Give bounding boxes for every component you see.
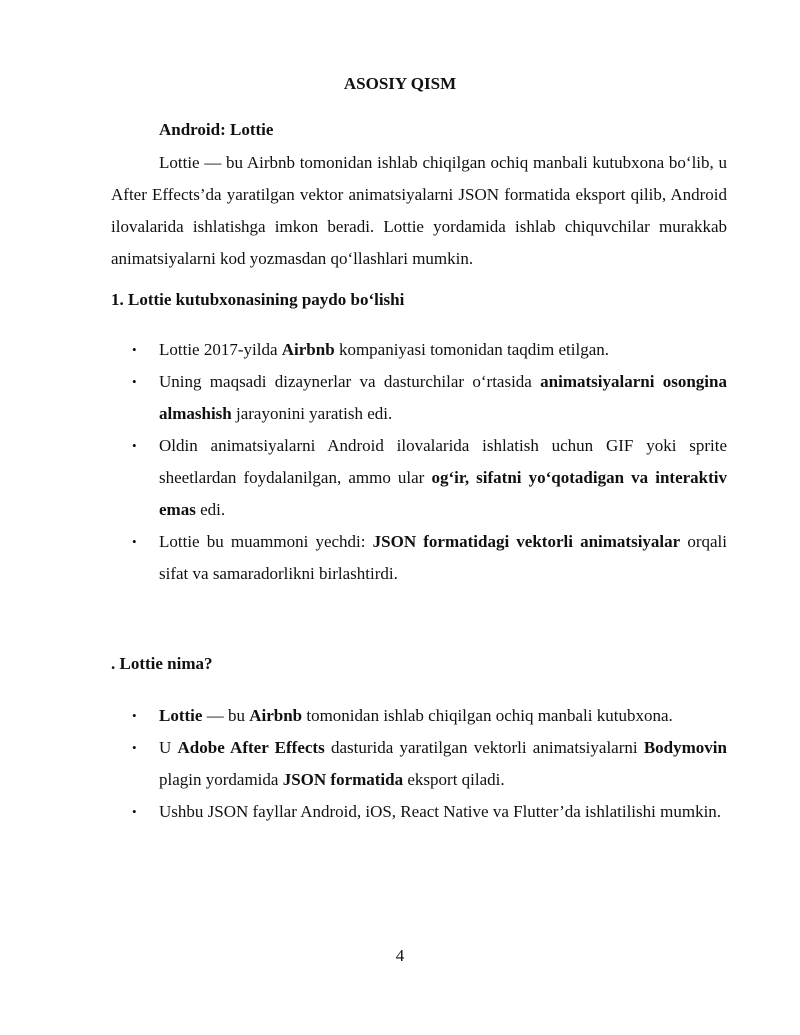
list-item: • Oldin animatsiyalarni Android ilovalarida ishlatish uchun GIF yoki sprite sheetlardan foydalanilgan, ammo ular og‘ir, sifatni yo‘qotadigan va interaktiv emas edi. <box>111 430 727 526</box>
list-item: • Lottie bu muammoni yechdi: JSON formatidagi vektorli animatsiyalar orqali sifat va samaradorlikni birlashtirdi. <box>111 526 727 590</box>
bullet-icon: • <box>132 534 137 549</box>
bullet-icon: • <box>132 374 137 389</box>
list-item: • Ushbu JSON fayllar Android, iOS, React Native va Flutter’da ishlatilishi mumkin. <box>111 796 727 828</box>
list-item: • Uning maqsadi dizaynerlar va dasturchilar o‘rtasida animatsiyalarni osongina almashish jarayonini yaratish edi. <box>111 366 727 430</box>
bullet-icon: • <box>132 438 137 453</box>
intro-paragraph: Lottie — bu Airbnb tomonidan ishlab chiqilgan ochiq manbali kutubxona bo‘lib, u After Effects’da yaratilgan vektor animatsiyalarni JSON formatida eksport qilib, Android ilovalarida ishlatishga imkon beradi. Lottie yordamida ishlab chiquvchilar murakkab animatsiyalarni kod yozmasdan qo‘llashlari mumkin. <box>111 153 727 268</box>
bullet-icon: • <box>132 740 137 755</box>
section1-list <box>111 334 727 590</box>
page-number: 4 <box>395 946 405 965</box>
bullet-icon: • <box>132 804 137 819</box>
section2-heading: . Lottie nima? <box>111 654 213 673</box>
list-item: • Lottie 2017-yilda Airbnb kompaniyasi tomonidan taqdim etilgan. <box>111 334 727 366</box>
subheading: Android: Lottie <box>159 120 274 139</box>
section2-list <box>111 700 727 828</box>
page-title: ASOSIY QISM <box>343 74 457 93</box>
bullet-icon: • <box>132 342 137 357</box>
list-item: • Lottie — bu Airbnb tomonidan ishlab chiqilgan ochiq manbali kutubxona. <box>111 700 727 732</box>
list-item: • U Adobe After Effects dasturida yaratilgan vektorli animatsiyalarni Bodymovin plagin yordamida JSON formatida eksport qiladi. <box>111 732 727 796</box>
bullet-icon: • <box>132 708 137 723</box>
section1-heading: 1. Lottie kutubxonasining paydo bo‘lishi <box>111 290 405 309</box>
